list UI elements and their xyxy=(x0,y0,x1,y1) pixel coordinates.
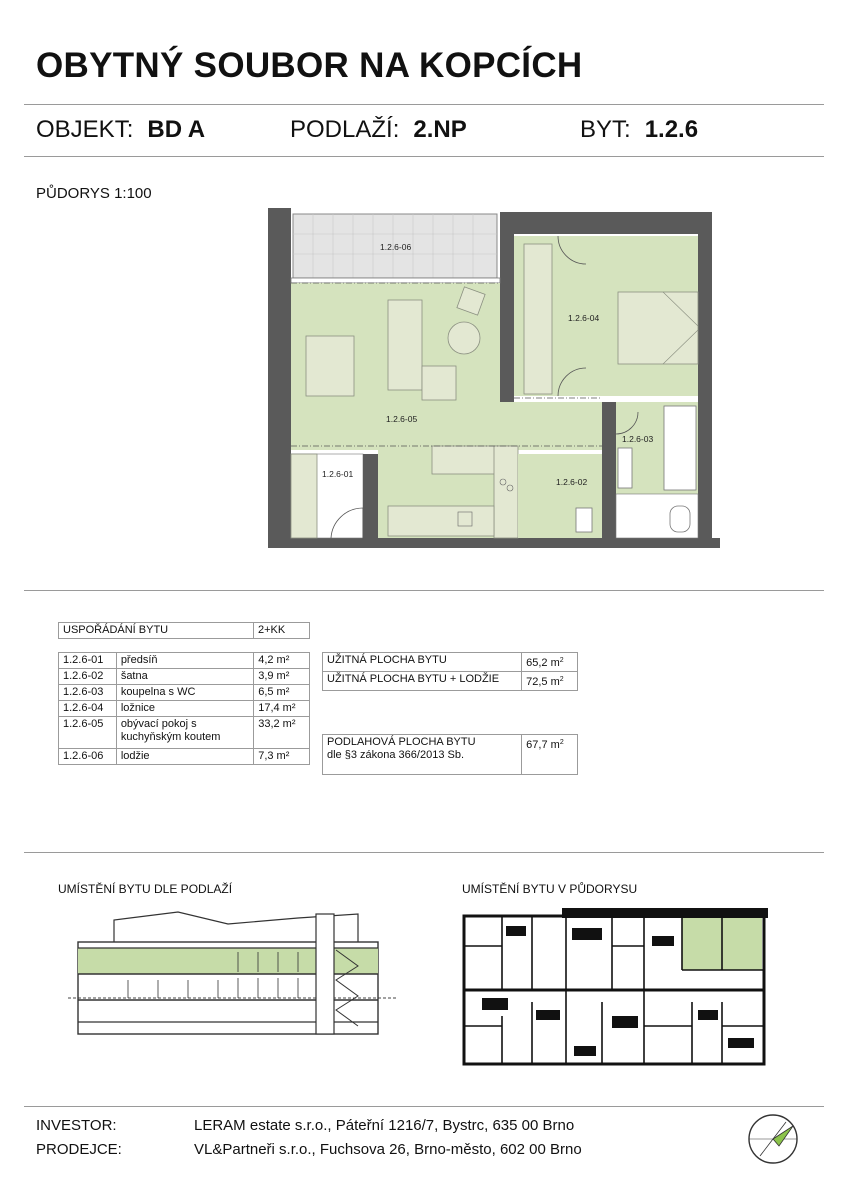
room-label-closet: 1.2.6-02 xyxy=(556,477,588,487)
divider xyxy=(24,104,824,105)
divider xyxy=(24,1106,824,1107)
objekt-label: OBJEKT: xyxy=(36,116,134,143)
room-name: lodžie xyxy=(116,749,253,765)
living-room-extension xyxy=(500,402,602,450)
divider xyxy=(24,156,824,157)
room-name: obývací pokoj s kuchyňským koutem xyxy=(116,717,253,749)
room-label-hall: 1.2.6-01 xyxy=(322,469,354,479)
objekt-field xyxy=(36,116,205,144)
room-name: šatna xyxy=(116,669,253,685)
room-list-table xyxy=(58,652,310,765)
room-label-bathroom: 1.2.6-03 xyxy=(622,434,654,444)
room-name: koupelna s WC xyxy=(116,685,253,701)
room-code: 1.2.6-05 xyxy=(59,717,117,749)
building-section xyxy=(68,902,398,1052)
layout-header-label: USPOŘÁDÁNÍ BYTU xyxy=(59,623,254,639)
round-table xyxy=(448,322,480,354)
seller-value: VL&Partneři s.r.o., Fuchsova 26, Brno-město, 602 00 Brno xyxy=(194,1141,582,1158)
washbasin xyxy=(618,448,632,488)
toilet-icon xyxy=(670,506,690,532)
table-row xyxy=(323,735,578,775)
objekt-value: BD A xyxy=(147,116,206,143)
table-header-row xyxy=(59,623,310,639)
table-row xyxy=(323,653,578,672)
floor-area-value: 67,7 $m^2$ xyxy=(522,735,578,775)
area-table xyxy=(322,652,578,691)
usable-area-value: 65,2 $m^2$ xyxy=(522,653,578,672)
byt-field xyxy=(580,116,698,144)
investor-label: INVESTOR: xyxy=(36,1117,117,1134)
room-code: 1.2.6-03 xyxy=(59,685,117,701)
floor-area-label: PODLAHOVÁ PLOCHA BYTU dle §3 zákona 366/2013 Sb. xyxy=(323,735,522,775)
location-plan xyxy=(462,906,768,1068)
staircase-core xyxy=(316,914,334,1034)
room-code: 1.2.6-06 xyxy=(59,749,117,765)
room-area: 3,9 m² xyxy=(254,669,310,685)
room-area: 7,3 m² xyxy=(254,749,310,765)
loggia-glazing xyxy=(291,278,500,283)
table-row xyxy=(59,749,310,765)
north-arrow-icon xyxy=(746,1112,800,1166)
table-row xyxy=(59,685,310,701)
room-label-loggia: 1.2.6-06 xyxy=(380,242,412,252)
location-by-floor-label: UMÍSTĚNÍ BYTU DLE PODLAŽÍ xyxy=(58,882,233,896)
layout-header-value: 2+KK xyxy=(254,623,310,639)
room-label-living: 1.2.6-05 xyxy=(386,414,418,424)
room-code: 1.2.6-01 xyxy=(59,653,117,669)
bath-wall xyxy=(602,402,616,538)
kitchen-counter-bottom xyxy=(388,506,494,536)
seller-label: PRODEJCE: xyxy=(36,1141,122,1158)
room-area: 33,2 m² xyxy=(254,717,310,749)
wardrobe xyxy=(291,454,317,538)
plan-scale-label: PŮDORYS 1:100 xyxy=(36,185,152,202)
left-wall xyxy=(268,208,291,546)
room-label-bedroom: 1.2.6-04 xyxy=(568,313,600,323)
table-row xyxy=(59,701,310,717)
podlazi-field xyxy=(290,116,467,144)
usable-loggia-area-label: UŽITNÁ PLOCHA BYTU + LODŽIE xyxy=(323,672,522,691)
top-wall-right xyxy=(500,212,712,234)
byt-value: 1.2.6 xyxy=(644,116,699,143)
divider xyxy=(24,852,824,853)
room-code: 1.2.6-02 xyxy=(59,669,117,685)
floor-area-table xyxy=(322,734,578,775)
bottom-wall xyxy=(268,538,720,548)
location-in-plan-label: UMÍSTĚNÍ BYTU V PŮDORYSU xyxy=(462,882,638,896)
room-name: předsíň xyxy=(116,653,253,669)
kitchen-counter-side xyxy=(494,446,518,538)
podlazi-value: 2.NP xyxy=(413,116,467,143)
table-row xyxy=(59,669,310,685)
sofa-chaise xyxy=(422,366,456,400)
table-row xyxy=(59,717,310,749)
room-area: 4,2 m² xyxy=(254,653,310,669)
floor-plan xyxy=(268,208,720,554)
bedroom-wall xyxy=(500,212,514,402)
room-code: 1.2.6-04 xyxy=(59,701,117,717)
closet-sink xyxy=(576,508,592,532)
podlazi-label: PODLAŽÍ: xyxy=(290,116,400,143)
bedroom-wardrobe xyxy=(524,244,552,394)
dining-table xyxy=(306,336,354,396)
byt-label: BYT: xyxy=(580,116,631,143)
usable-area-label: UŽITNÁ PLOCHA BYTU xyxy=(323,653,522,672)
double-bed xyxy=(618,292,698,364)
table-row xyxy=(323,672,578,691)
right-wall xyxy=(698,212,712,548)
table-row xyxy=(59,653,310,669)
room-area: 17,4 m² xyxy=(254,701,310,717)
room-name: ložnice xyxy=(116,701,253,717)
divider xyxy=(24,590,824,591)
bathtub xyxy=(664,406,696,490)
investor-value: LERAM estate s.r.o., Páteřní 1216/7, Bystrc, 635 00 Brno xyxy=(194,1117,575,1134)
page-title: OBYTNÝ SOUBOR NA KOPCÍCH xyxy=(36,46,583,85)
sofa xyxy=(388,300,422,390)
usable-loggia-area-value: 72,5 $m^2$ xyxy=(522,672,578,691)
room-area: 6,5 m² xyxy=(254,685,310,701)
layout-table xyxy=(58,622,310,639)
plan-wall xyxy=(562,908,768,918)
hall-wall xyxy=(363,454,378,538)
